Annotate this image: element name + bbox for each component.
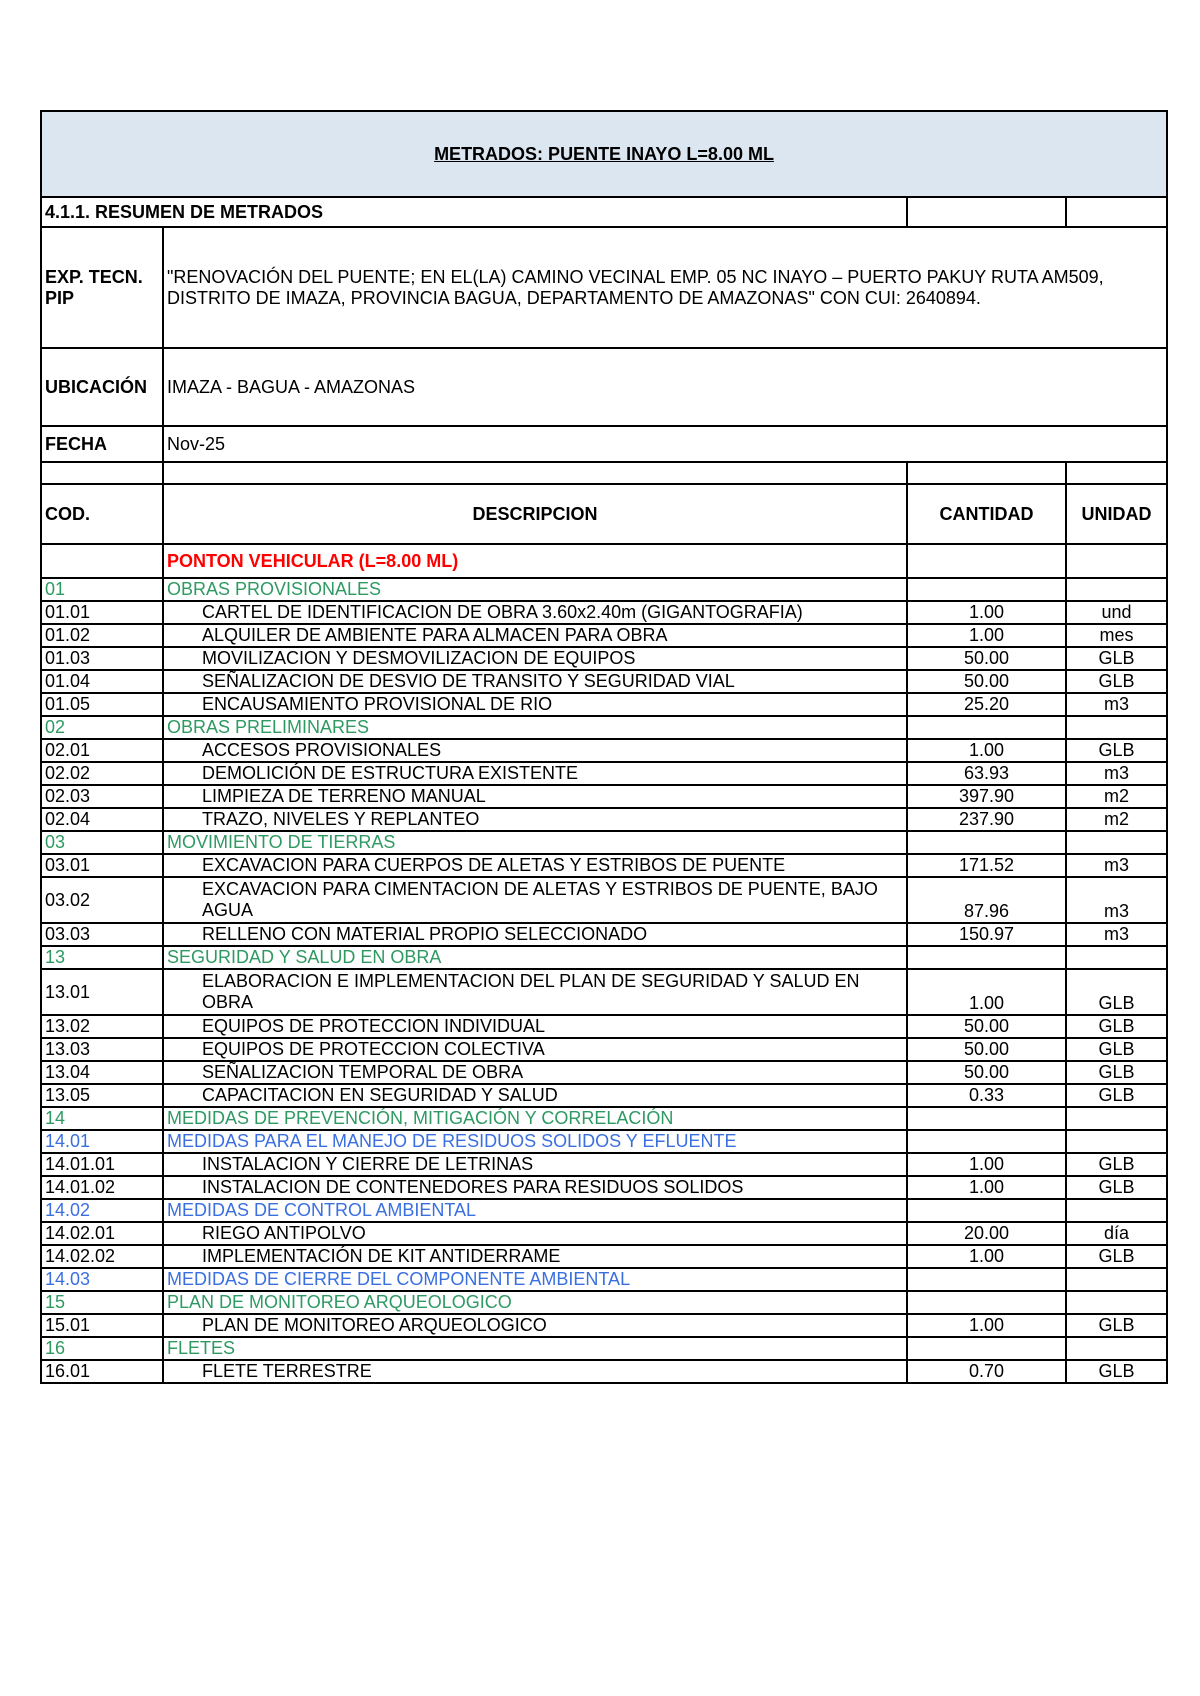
row-unit: m3	[1066, 923, 1167, 946]
row-code: 13.03	[41, 1038, 163, 1061]
row-unit: GLB	[1066, 1038, 1167, 1061]
table-row	[41, 1038, 1167, 1061]
row-quantity: 1.00	[907, 1176, 1066, 1199]
row-code: 15.01	[41, 1314, 163, 1337]
row-unit: GLB	[1066, 1360, 1167, 1383]
row-unit: GLB	[1066, 670, 1167, 693]
row-code: 03.03	[41, 923, 163, 946]
section-header-row	[41, 831, 1167, 854]
empty-cell	[907, 462, 1066, 484]
table-row	[41, 693, 1167, 716]
table-row	[41, 624, 1167, 647]
row-unit: GLB	[1066, 969, 1167, 1015]
row-quantity	[907, 946, 1066, 969]
row-unit: m2	[1066, 808, 1167, 831]
row-unit: m3	[1066, 693, 1167, 716]
subsection-header-row	[41, 1268, 1167, 1291]
row-code: 14.01.02	[41, 1176, 163, 1199]
row-description: OBRAS PRELIMINARES	[163, 716, 907, 739]
table-row	[41, 739, 1167, 762]
metrados-table-body	[41, 111, 1167, 1383]
row-description: RIEGO ANTIPOLVO	[163, 1222, 907, 1245]
row-quantity: 50.00	[907, 1038, 1066, 1061]
row-code: 14.01.01	[41, 1153, 163, 1176]
row-code: 13.05	[41, 1084, 163, 1107]
row-description: FLETE TERRESTRE	[163, 1360, 907, 1383]
row-code: 16	[41, 1337, 163, 1360]
row-code: 14.02	[41, 1199, 163, 1222]
row-quantity: 397.90	[907, 785, 1066, 808]
row-description: CAPACITACION EN SEGURIDAD Y SALUD	[163, 1084, 907, 1107]
row-unit: GLB	[1066, 1084, 1167, 1107]
table-row	[41, 1015, 1167, 1038]
section-header-row	[41, 716, 1167, 739]
row-description: OBRAS PROVISIONALES	[163, 578, 907, 601]
row-code: 03.01	[41, 854, 163, 877]
row-unit: m3	[1066, 762, 1167, 785]
row-quantity: 50.00	[907, 647, 1066, 670]
row-quantity: 1.00	[907, 1314, 1066, 1337]
ubicacion-row	[41, 348, 1167, 426]
ubicacion-value: IMAZA - BAGUA - AMAZONAS	[163, 348, 1167, 426]
row-quantity: 87.96	[907, 877, 1066, 923]
exp-label: EXP. TECN. PIP	[41, 227, 163, 348]
row-code: 14.01	[41, 1130, 163, 1153]
row-unit: m3	[1066, 877, 1167, 923]
row-description: MEDIDAS DE CIERRE DEL COMPONENTE AMBIENTAL	[163, 1268, 907, 1291]
table-row	[41, 923, 1167, 946]
row-unit	[1066, 946, 1167, 969]
row-quantity: 50.00	[907, 670, 1066, 693]
table-row	[41, 601, 1167, 624]
row-description: ALQUILER DE AMBIENTE PARA ALMACEN PARA OBRA	[163, 624, 907, 647]
group-row	[41, 544, 1167, 578]
document-title: METRADOS: PUENTE INAYO L=8.00 ML	[41, 111, 1167, 197]
row-code: 15	[41, 1291, 163, 1314]
row-unit: GLB	[1066, 1153, 1167, 1176]
row-code: 01	[41, 578, 163, 601]
header-descripcion: DESCRIPCION	[163, 484, 907, 544]
header-row	[41, 484, 1167, 544]
subsection-header-row	[41, 1130, 1167, 1153]
table-row	[41, 1360, 1167, 1383]
row-code: 03	[41, 831, 163, 854]
section-header-row	[41, 1107, 1167, 1130]
row-code: 02.04	[41, 808, 163, 831]
row-quantity: 0.33	[907, 1084, 1066, 1107]
table-row	[41, 762, 1167, 785]
row-description: MEDIDAS PARA EL MANEJO DE RESIDUOS SOLIDOS Y EFLUENTE	[163, 1130, 907, 1153]
row-unit: día	[1066, 1222, 1167, 1245]
row-unit: m3	[1066, 854, 1167, 877]
row-code: 02	[41, 716, 163, 739]
table-row	[41, 969, 1167, 1015]
row-description: IMPLEMENTACIÓN DE KIT ANTIDERRAME	[163, 1245, 907, 1268]
row-quantity: 1.00	[907, 1245, 1066, 1268]
row-quantity	[907, 1107, 1066, 1130]
row-code: 13	[41, 946, 163, 969]
row-quantity	[907, 1268, 1066, 1291]
table-row	[41, 1061, 1167, 1084]
row-unit	[1066, 831, 1167, 854]
row-quantity: 25.20	[907, 693, 1066, 716]
header-cantidad: CANTIDAD	[907, 484, 1066, 544]
row-code: 01.01	[41, 601, 163, 624]
row-unit	[1066, 716, 1167, 739]
exp-value: "RENOVACIÓN DEL PUENTE; EN EL(LA) CAMINO VECINAL EMP. 05 NC INAYO – PUERTO PAKUY RUTA AM509, DISTRITO DE IMAZA, PROVINCIA BAGUA, DEPARTAMENTO DE AMAZONAS" CON CUI: 2640894.	[163, 227, 1167, 348]
row-description: INSTALACION Y CIERRE DE LETRINAS	[163, 1153, 907, 1176]
row-quantity: 0.70	[907, 1360, 1066, 1383]
row-unit: GLB	[1066, 1176, 1167, 1199]
row-quantity	[907, 1199, 1066, 1222]
row-code: 02.01	[41, 739, 163, 762]
row-code: 13.01	[41, 969, 163, 1015]
row-code: 02.02	[41, 762, 163, 785]
row-description: ENCAUSAMIENTO PROVISIONAL DE RIO	[163, 693, 907, 716]
row-quantity: 1.00	[907, 1153, 1066, 1176]
table-row	[41, 1176, 1167, 1199]
row-code: 02.03	[41, 785, 163, 808]
row-code: 14.02.02	[41, 1245, 163, 1268]
row-description: SEÑALIZACION DE DESVIO DE TRANSITO Y SEGURIDAD VIAL	[163, 670, 907, 693]
row-unit	[1066, 1291, 1167, 1314]
empty-cell	[907, 544, 1066, 578]
subsection-header-row	[41, 1199, 1167, 1222]
row-description: MEDIDAS DE PREVENCIÓN, MITIGACIÓN Y CORRELACIÓN	[163, 1107, 907, 1130]
row-quantity: 50.00	[907, 1015, 1066, 1038]
row-unit	[1066, 1337, 1167, 1360]
row-description: MOVIMIENTO DE TIERRAS	[163, 831, 907, 854]
row-code: 14.02.01	[41, 1222, 163, 1245]
row-unit: GLB	[1066, 739, 1167, 762]
row-description: SEÑALIZACION TEMPORAL DE OBRA	[163, 1061, 907, 1084]
row-quantity	[907, 831, 1066, 854]
row-quantity: 50.00	[907, 1061, 1066, 1084]
row-description: EXCAVACION PARA CIMENTACION DE ALETAS Y ESTRIBOS DE PUENTE, BAJO AGUA	[163, 877, 907, 923]
table-row	[41, 785, 1167, 808]
empty-cell	[1066, 544, 1167, 578]
row-unit	[1066, 1130, 1167, 1153]
row-quantity: 1.00	[907, 624, 1066, 647]
row-code: 03.02	[41, 877, 163, 923]
row-unit: mes	[1066, 624, 1167, 647]
table-row	[41, 854, 1167, 877]
table-row	[41, 1314, 1167, 1337]
header-unidad: UNIDAD	[1066, 484, 1167, 544]
fecha-value: Nov-25	[163, 426, 1167, 462]
header-cod: COD.	[41, 484, 163, 544]
row-unit: GLB	[1066, 1245, 1167, 1268]
row-quantity: 237.90	[907, 808, 1066, 831]
row-description: PLAN DE MONITOREO ARQUEOLOGICO	[163, 1291, 907, 1314]
table-row	[41, 670, 1167, 693]
row-code: 01.02	[41, 624, 163, 647]
row-quantity	[907, 1130, 1066, 1153]
table-row	[41, 1084, 1167, 1107]
row-quantity: 1.00	[907, 739, 1066, 762]
row-quantity: 20.00	[907, 1222, 1066, 1245]
row-quantity: 1.00	[907, 969, 1066, 1015]
ubicacion-label: UBICACIÓN	[41, 348, 163, 426]
row-quantity	[907, 1337, 1066, 1360]
row-unit: GLB	[1066, 1061, 1167, 1084]
row-description: RELLENO CON MATERIAL PROPIO SELECCIONADO	[163, 923, 907, 946]
fecha-row	[41, 426, 1167, 462]
row-description: INSTALACION DE CONTENEDORES PARA RESIDUOS SOLIDOS	[163, 1176, 907, 1199]
row-code: 13.04	[41, 1061, 163, 1084]
row-code: 01.03	[41, 647, 163, 670]
row-unit: GLB	[1066, 1314, 1167, 1337]
row-quantity	[907, 578, 1066, 601]
row-description: EQUIPOS DE PROTECCION COLECTIVA	[163, 1038, 907, 1061]
empty-cell	[907, 197, 1066, 227]
row-description: TRAZO, NIVELES Y REPLANTEO	[163, 808, 907, 831]
section-header-row	[41, 578, 1167, 601]
row-description: MOVILIZACION Y DESMOVILIZACION DE EQUIPOS	[163, 647, 907, 670]
row-description: LIMPIEZA DE TERRENO MANUAL	[163, 785, 907, 808]
table-row	[41, 1153, 1167, 1176]
exp-row	[41, 227, 1167, 348]
row-unit	[1066, 578, 1167, 601]
row-quantity	[907, 1291, 1066, 1314]
row-description: DEMOLICIÓN DE ESTRUCTURA EXISTENTE	[163, 762, 907, 785]
empty-cell	[1066, 197, 1167, 227]
row-quantity: 63.93	[907, 762, 1066, 785]
row-unit	[1066, 1199, 1167, 1222]
spacer-row	[41, 462, 1167, 484]
row-quantity: 150.97	[907, 923, 1066, 946]
row-unit: GLB	[1066, 647, 1167, 670]
row-unit: und	[1066, 601, 1167, 624]
row-unit: GLB	[1066, 1015, 1167, 1038]
empty-cell	[1066, 462, 1167, 484]
title-row	[41, 111, 1167, 197]
row-quantity	[907, 716, 1066, 739]
row-description: SEGURIDAD Y SALUD EN OBRA	[163, 946, 907, 969]
section-title: 4.1.1. RESUMEN DE METRADOS	[41, 197, 907, 227]
fecha-label: FECHA	[41, 426, 163, 462]
row-description: EXCAVACION PARA CUERPOS DE ALETAS Y ESTRIBOS DE PUENTE	[163, 854, 907, 877]
empty-cell	[163, 462, 907, 484]
table-row	[41, 647, 1167, 670]
table-row	[41, 1222, 1167, 1245]
section-row	[41, 197, 1167, 227]
table-row	[41, 808, 1167, 831]
metrados-table	[40, 110, 1168, 1384]
row-description: CARTEL DE IDENTIFICACION DE OBRA 3.60x2.40m (GIGANTOGRAFIA)	[163, 601, 907, 624]
row-code: 14	[41, 1107, 163, 1130]
row-code: 01.05	[41, 693, 163, 716]
empty-cell	[41, 462, 163, 484]
row-quantity: 1.00	[907, 601, 1066, 624]
empty-cell	[41, 544, 163, 578]
table-row	[41, 877, 1167, 923]
row-code: 13.02	[41, 1015, 163, 1038]
row-code: 01.04	[41, 670, 163, 693]
section-header-row	[41, 1291, 1167, 1314]
row-code: 14.03	[41, 1268, 163, 1291]
row-unit	[1066, 1107, 1167, 1130]
row-description: FLETES	[163, 1337, 907, 1360]
row-quantity: 171.52	[907, 854, 1066, 877]
group-title: PONTON VEHICULAR (L=8.00 ML)	[163, 544, 907, 578]
row-unit	[1066, 1268, 1167, 1291]
row-description: ACCESOS PROVISIONALES	[163, 739, 907, 762]
row-code: 16.01	[41, 1360, 163, 1383]
table-row	[41, 1245, 1167, 1268]
row-description: MEDIDAS DE CONTROL AMBIENTAL	[163, 1199, 907, 1222]
row-description: ELABORACION E IMPLEMENTACION DEL PLAN DE SEGURIDAD Y SALUD EN OBRA	[163, 969, 907, 1015]
section-header-row	[41, 1337, 1167, 1360]
row-description: PLAN DE MONITOREO ARQUEOLOGICO	[163, 1314, 907, 1337]
section-header-row	[41, 946, 1167, 969]
row-unit: m2	[1066, 785, 1167, 808]
row-description: EQUIPOS DE PROTECCION INDIVIDUAL	[163, 1015, 907, 1038]
